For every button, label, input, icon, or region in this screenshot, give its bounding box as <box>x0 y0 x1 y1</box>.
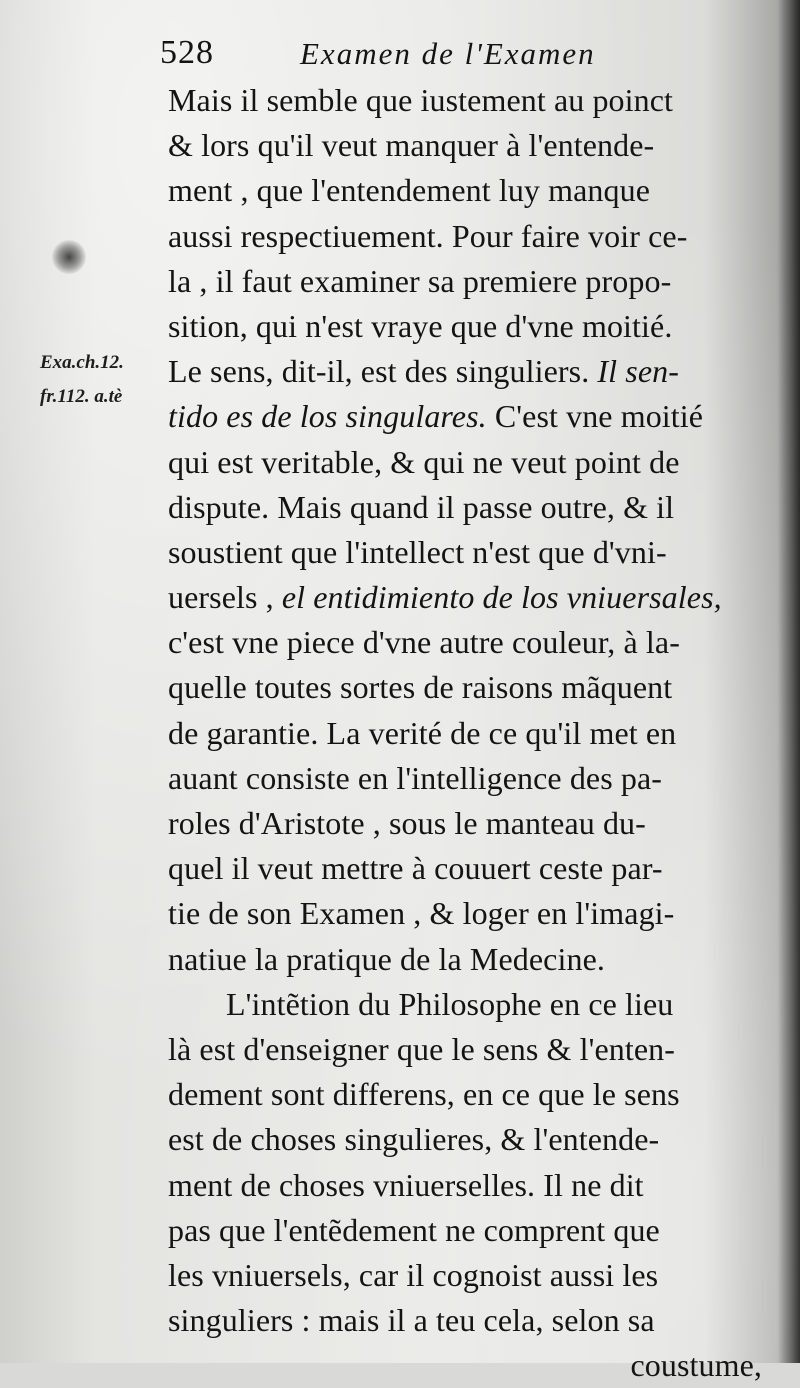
text-line-content: la , il faut examiner sa premiere propo- <box>168 262 672 299</box>
text-line <box>168 620 768 665</box>
text-line <box>168 214 768 259</box>
text-line-content: roles d'Aristote , sous le manteau du- <box>168 805 646 841</box>
margin-note: Exa.ch.12. <box>40 352 124 373</box>
text-line-content: soustient que l'intellect n'est que d'vni- <box>168 533 667 570</box>
text-line-content: natiue la pratique de la Medecine. <box>168 940 605 977</box>
text-line <box>168 349 768 394</box>
text-line-content: pas que l'entẽdement ne comprent que <box>168 1211 660 1248</box>
text-line-content: de garantie. La verité de ce qu'il met en <box>168 714 677 751</box>
text-line-content: uersels , <box>168 579 282 616</box>
text-line-content: sition, qui n'est vraye que d'vne moitié. <box>168 307 673 344</box>
text-line-content: aussi respectiuement. Pour faire voir ce- <box>168 217 688 254</box>
text-line-content: dement sont differens, en ce que le sens <box>168 1076 680 1113</box>
page-header <box>160 34 660 84</box>
text-line <box>168 982 768 1027</box>
text-line-content: quelle toutes sortes de raisons mãquent <box>168 669 673 706</box>
text-line <box>168 1298 768 1343</box>
text-line-content: là est d'enseigner que le sens & l'enten- <box>168 1030 676 1067</box>
text-line-content: est de choses singulieres, & l'entende- <box>168 1121 660 1158</box>
italic-quotation: Il sen- <box>597 353 679 390</box>
text-line <box>168 530 768 575</box>
text-line <box>168 440 768 485</box>
text-line <box>168 123 768 168</box>
text-line <box>168 1163 768 1208</box>
text-line <box>168 891 768 936</box>
text-line <box>168 485 768 530</box>
page-number: 528 <box>160 34 214 71</box>
body-text <box>168 78 768 1388</box>
margin-note: fr.112. a.tè <box>40 386 123 407</box>
text-line <box>168 575 768 620</box>
text-line <box>168 1072 768 1117</box>
text-line-content: auant consiste en l'intelligence des pa- <box>168 759 663 796</box>
text-line-content: & lors qu'il veut manquer à l'entende- <box>168 127 655 164</box>
text-line <box>168 1117 768 1162</box>
italic-quotation: tido es de los singulares. <box>168 398 487 435</box>
text-line-content: C'est vne moitié <box>486 398 704 435</box>
text-line <box>168 756 768 801</box>
ink-blot <box>52 240 86 274</box>
text-line-content: c'est vne piece d'vne autre couleur, à la- <box>168 624 680 661</box>
text-line-content: ment de choses vniuerselles. Il ne dit <box>168 1166 644 1203</box>
page-edge-shadow <box>778 0 800 1363</box>
text-line <box>168 78 768 123</box>
text-line-content: tie de son Examen , & loger en l'imagi- <box>168 895 675 932</box>
text-line <box>168 846 768 891</box>
italic-quotation: el entidimiento de los vniuersales, <box>281 579 722 616</box>
text-line-content: qui est veritable, & qui ne veut point de <box>168 443 680 480</box>
text-line <box>168 937 768 982</box>
text-line-content: les vniuersels, car il cognoist aussi les <box>168 1256 659 1293</box>
text-line <box>168 168 768 213</box>
text-line <box>168 1343 768 1388</box>
text-line-content: Mais il semble que iustement au poinct <box>168 82 674 118</box>
text-line-content: coustume, <box>630 1347 762 1384</box>
text-line <box>168 1208 768 1253</box>
text-line <box>168 801 768 846</box>
text-line-content: ment , que l'entendement luy manque <box>168 172 651 209</box>
text-line <box>168 1253 768 1298</box>
text-line-content: singuliers : mais il a teu cela, selon sa <box>168 1302 655 1339</box>
text-line <box>168 1027 768 1072</box>
text-line-content: quel il veut mettre à couuert ceste par- <box>168 850 663 887</box>
text-line-content: L'intẽtion du Philosophe en ce lieu <box>226 985 674 1022</box>
text-line-content: Le sens, dit-il, est des singuliers. <box>168 353 598 390</box>
running-title: Examen de l'Examen <box>300 36 596 71</box>
text-line-content: dispute. Mais quand il passe outre, & il <box>168 488 675 525</box>
text-line <box>168 259 768 304</box>
text-line <box>168 711 768 756</box>
text-line <box>168 665 768 710</box>
text-line <box>168 394 768 439</box>
text-line <box>168 304 768 349</box>
